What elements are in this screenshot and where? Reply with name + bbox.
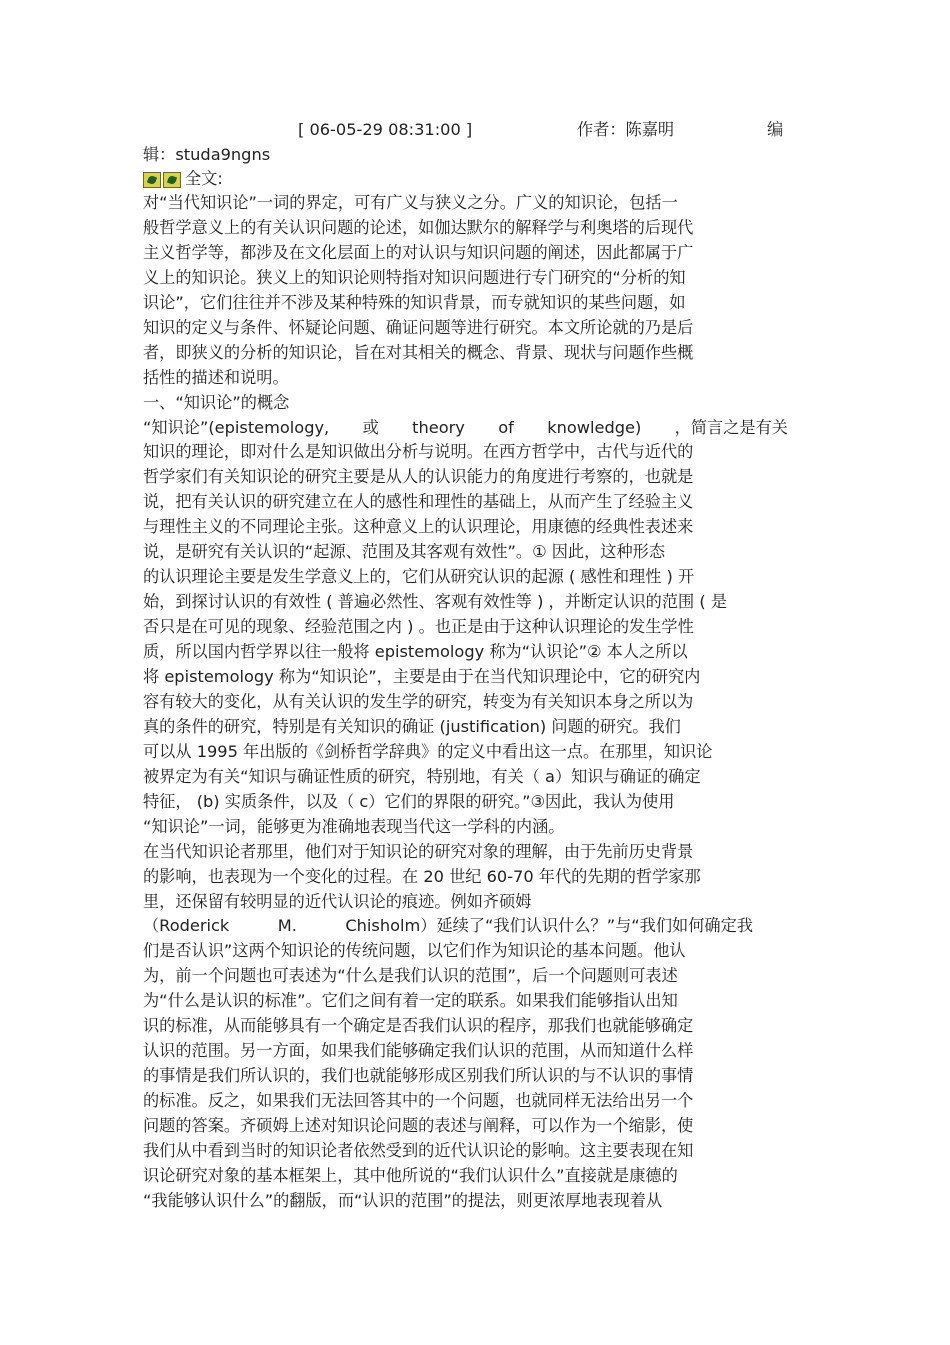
text-segment: theory [412, 418, 465, 437]
text-line: 般哲学意义上的有关认识问题的论述，如伽达默尔的解释学与利奥塔的后现代 [143, 218, 694, 237]
text-segment: 或 [362, 418, 379, 437]
text-line: 在当代知识论者那里，他们对于知识论的研究对象的理解，由于先前历史背景 [143, 842, 694, 861]
text-line: 为，前一个问题也可表述为“什么是我们认识的范围”，后一个问题则可表述 [143, 966, 678, 985]
text-line: 们是否认识”这两个知识论的传统问题，以它们作为知识论的基本问题。他认 [143, 941, 686, 960]
text-line: 与理性主义的不同理论主张。这种意义上的认识理论，用康德的经典性表述来 [143, 517, 694, 536]
text-line: 始，到探讨认识的有效性 ( 普遍必然性、客观有效性等 ) ，并断定认识的范围 ( 是 [143, 592, 728, 611]
text-line: “知识论”一词，能够更为准确地表现当代这一学科的内涵。 [143, 817, 565, 836]
text-line: 知识的定义与条件、怀疑论问题、确证问题等进行研究。本文所论就的乃是后 [143, 318, 694, 337]
text-line: “我能够认识什么”的翻版，而“认识的范围”的提法，则更浓厚地表现着从 [143, 1191, 663, 1210]
text-line: 识论研究对象的基本框架上，其中他所说的“我们认识什么”直接就是康德的 [143, 1166, 678, 1185]
text-line: 特征， (b) 实质条件，以及（ c）它们的界限的研究。”③因此，我认为使用 [143, 792, 675, 811]
text-line-justified [143, 914, 753, 938]
text-line: 认识的范围。另一方面，如果我们能够确定我们认识的范围，从而知道什么样 [143, 1041, 694, 1060]
text-line: 可以从 1995 年出版的《剑桥哲学辞典》的定义中看出这一点。在那里，知识论 [143, 742, 713, 761]
text-line: 说，把有关认识的研究建立在人的感性和理性的基础上，从而产生了经验主义 [143, 492, 694, 511]
text-line: 的事情是我们所认识的，我们也就能够形成区别我们所认识的与不认识的事情 [143, 1066, 694, 1085]
editor-prefix: 编 [767, 120, 784, 139]
leaf-icon [143, 172, 161, 188]
icon-group [143, 168, 183, 192]
text-line: 知识的理论，即对什么是知识做出分析与说明。在西方哲学中，古代与近代的 [143, 442, 694, 461]
text-line: 主义哲学等，都涉及在文化层面上的对认识与知识问题的阐述，因此都属于广 [143, 243, 694, 262]
text-line-justified [143, 416, 788, 440]
text-line: 真的条件的研究，特别是有关知识的确证 (justification) 问题的研究。我们 [143, 717, 681, 736]
fulltext-row [143, 167, 223, 191]
text-line: 者，即狭义的分析的知识论，旨在对其相关的概念、背景、现状与问题作些概 [143, 343, 694, 362]
editor-line: 辑：studa9ngns [143, 145, 271, 164]
text-line: 容有较大的变化，从有关认识的发生学的研究，转变为有关知识本身之所以为 [143, 692, 694, 711]
text-line: 哲学家们有关知识论的研究主要是从人的认识能力的角度进行考察的，也就是 [143, 467, 694, 486]
text-segment: of [498, 418, 514, 437]
text-segment: M. [277, 916, 297, 935]
text-segment: “知识论”(epistemology, [143, 418, 330, 437]
text-line: 的认识理论主要是发生学意义上的，它们从研究认识的起源 ( 感性和理性 ) 开 [143, 567, 695, 586]
section-title: 一、“知识论”的概念 [143, 393, 290, 412]
text-line: 识论”，它们往往并不涉及某种特殊的知识背景，而专就知识的某些问题，如 [143, 293, 686, 312]
text-line: 我们从中看到当时的知识论者依然受到的近代认识论的影响。这主要表现在知 [143, 1141, 694, 1160]
text-line: 里，还保留有较明显的近代认识论的痕迹。例如齐硕姆 [143, 892, 532, 911]
fulltext-label: 全文: [185, 169, 223, 188]
text-segment: ，简言之是有关 [674, 418, 788, 437]
text-line: 括性的描述和说明。 [143, 368, 289, 387]
text-line: 说，是研究有关认识的“起源、范围及其客观有效性”。① 因此，这种形态 [143, 542, 666, 561]
leaf-icon [163, 172, 181, 188]
text-line: 义上的知识论。狭义上的知识论则特指对知识问题进行专门研究的“分析的知 [143, 268, 686, 287]
text-line: 的标准。反之，如果我们无法回答其中的一个问题，也就同样无法给出另一个 [143, 1091, 694, 1110]
text-segment: knowledge) [547, 418, 642, 437]
text-line: 对“当代知识论”一词的界定，可有广义与狭义之分。广义的知识论，包括一 [143, 193, 678, 212]
timestamp: [ 06-05-29 08:31:00 ] [298, 120, 473, 139]
text-segment: Chisholm）延续了“我们认识什么？”与“我们如何确定我 [345, 916, 753, 935]
text-line: 问题的答案。齐硕姆上述对知识论问题的表述与阐释，可以作为一个缩影，使 [143, 1116, 694, 1135]
text-line: 识的标准，从而能够具有一个确定是否我们认识的程序，那我们也就能够确定 [143, 1016, 694, 1035]
text-line: 质，所以国内哲学界以往一般将 epistemology 称为“认识论”② 本人之所以 [143, 642, 688, 661]
text-line: 否只是在可见的现象、经验范围之内 ) 。也正是由于这种认识理论的发生学性 [143, 617, 694, 636]
text-line: 被界定为有关“知识与确证性质的研究，特别地，有关（ a）知识与确证的确定 [143, 767, 701, 786]
text-line: 将 epistemology 称为“知识论”，主要是由于在当代知识理论中，它的研究内 [143, 667, 701, 686]
text-segment: （Roderick [143, 916, 230, 935]
author: 作者：陈嘉明 [577, 120, 675, 139]
text-line: 的影响，也表现为一个变化的过程。在 20 世纪 60-70 年代的先期的哲学家那 [143, 867, 701, 886]
text-line: 为“什么是认识的标准”。它们之间有着一定的联系。如果我们能够指认出知 [143, 991, 678, 1010]
